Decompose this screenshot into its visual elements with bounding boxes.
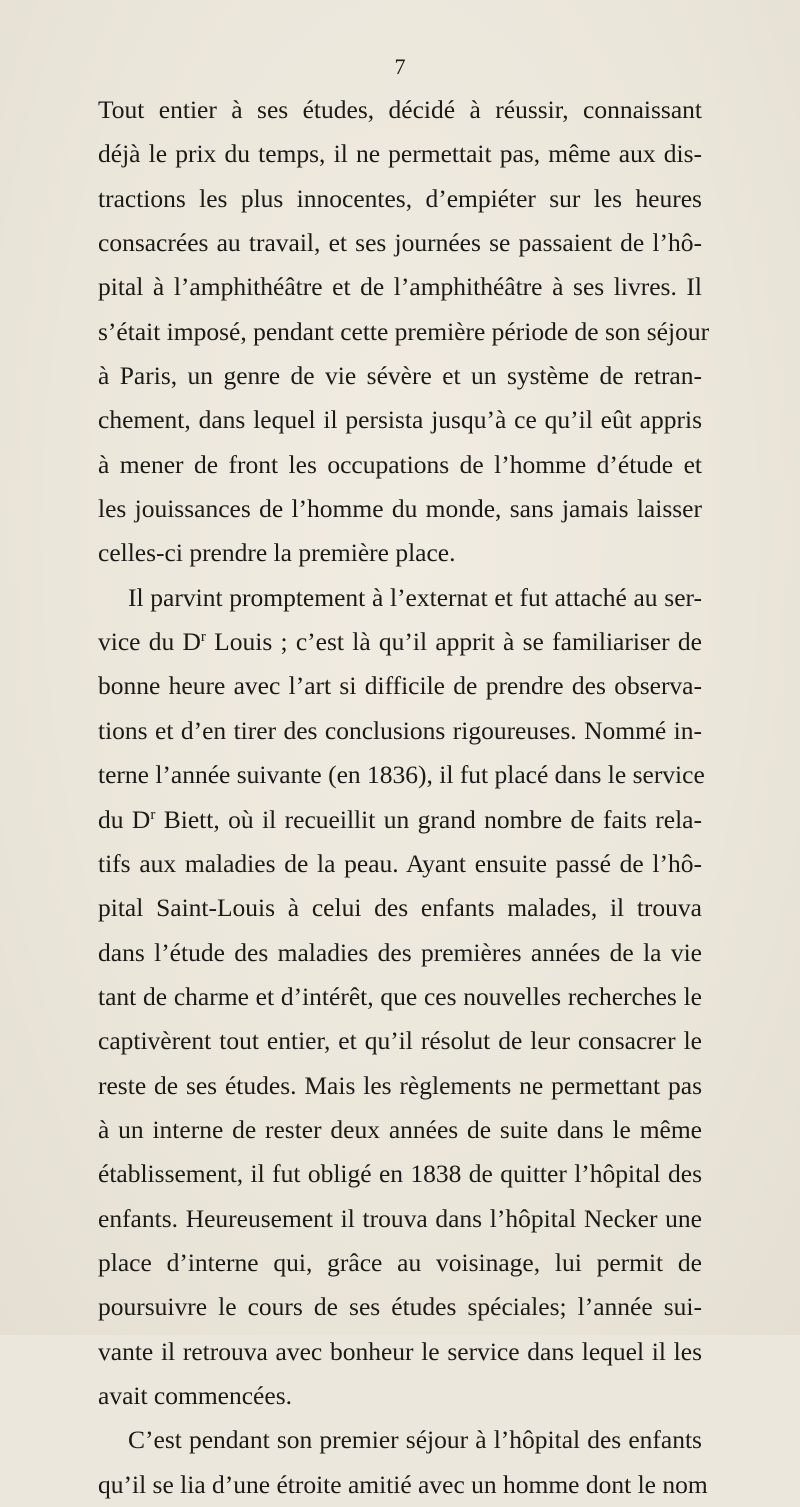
superscript: r [150, 806, 156, 823]
text-line: terne l’année suivante (en 1836), il fut placé dans le service [98, 760, 705, 790]
text-line: C’est pendant son premier séjour à l’hôpital des enfants [128, 1425, 702, 1455]
text-line: consacrées au travail, et ses journées se passaient de l’hô- [98, 228, 702, 258]
text-line: établissement, il fut obligé en 1838 de quitter l’hôpital des [98, 1159, 702, 1189]
text-line: celles-ci prendre la première place. [98, 538, 456, 568]
text-line: à Paris, un genre de vie sévère et un système de retran- [98, 361, 702, 391]
text-line: tions et d’en tirer des conclusions rigoureuses. Nommé in- [98, 715, 702, 745]
text-line: vante il retrouva avec bonheur le service dans lequel il les [98, 1336, 702, 1366]
text-segment: Biett, où il recueillit un grand nombre de faits rela- [155, 804, 702, 834]
text-line: tifs aux maladies de la peau. Ayant ensuite passé de l’hô- [98, 848, 702, 878]
text-line: à mener de front les occupations de l’homme d’étude et [98, 449, 702, 479]
text-line: dans l’étude des maladies des premières années de la vie [98, 937, 702, 967]
body-text [98, 88, 710, 1507]
text-line: tractions les plus innocentes, d’empiéter sur les heures [98, 183, 702, 213]
text-line: Tout entier à ses études, décidé à réussir, connaissant [98, 95, 702, 124]
text-line: à un interne de rester deux années de suite dans le même [98, 1114, 702, 1144]
text-line: enfants. Heureusement il trouva dans l’hôpital Necker une [98, 1203, 702, 1233]
text-line [98, 620, 702, 664]
text-line: reste de ses études. Mais les règlements ne permettant pas [98, 1070, 702, 1100]
text-line [98, 576, 702, 620]
text-line: les jouissances de l’homme du monde, sans jamais laisser [98, 494, 702, 524]
text-line: captivèrent tout entier, et qu’il résolut de leur consacrer le [98, 1026, 702, 1056]
text-segment: Louis ; c’est là qu’il apprit à se familiariser de [205, 627, 702, 657]
text-line: qu’il se lia d’une étroite amitié avec un homme dont le nom [98, 1469, 708, 1499]
text-line: chement, dans lequel il persista jusqu’à ce qu’il eût appris [98, 405, 702, 435]
text-line: s’était imposé, pendant cette première période de son séjour [98, 316, 710, 346]
text-line: pital Saint-Louis à celui des enfants malades, il trouva [98, 893, 702, 923]
text-line: bonne heure avec l’art si difficile de prendre des observa- [98, 671, 702, 701]
text-line: pital à l’amphithéâtre et de l’amphithéâtre à ses livres. Il [98, 272, 702, 302]
text-segment: Il parvint promptement à l’externat et fut attaché au ser- [128, 582, 702, 612]
text-line: poursuivre le cours de ses études spéciales; l’année sui- [98, 1292, 702, 1322]
superscript: r [200, 629, 206, 646]
text-line: déjà le prix du temps, il ne permettait pas, même aux dis- [98, 139, 702, 169]
text-segment: du D [98, 804, 151, 834]
text-line: place d’interne qui, grâce au voisinage, lui permit de [98, 1247, 702, 1277]
text-line: tant de charme et d’intérêt, que ces nouvelles recherches le [98, 981, 702, 1011]
text-line: avait commencées. [98, 1380, 292, 1410]
page-number: 7 [394, 54, 406, 79]
text-line [98, 798, 702, 842]
text-segment: vice du D [98, 627, 201, 657]
